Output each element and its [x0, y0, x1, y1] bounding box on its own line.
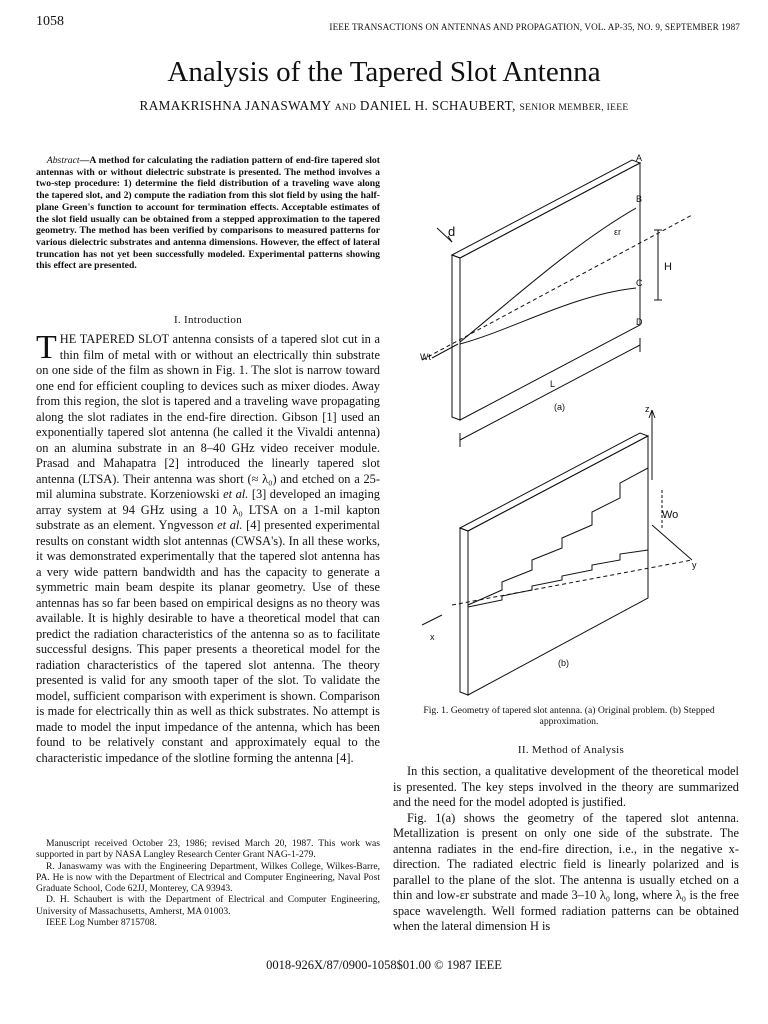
figure-1b-drawing: [422, 410, 692, 695]
fig-label-d: d: [448, 224, 456, 239]
fig-label-L: L: [550, 379, 556, 389]
abstract-label: Abstract: [46, 155, 80, 166]
figure-1-caption: Fig. 1. Geometry of tapered slot antenna. (a) Original problem. (b) Stepped approximation.: [423, 705, 715, 727]
fig-label-er: εr: [614, 227, 622, 237]
intro-text-b: [3] developed an imaging array system at 94 GHz using a 10 λ₀ LTSA on a 1-mil kapton substrate as an element. Yngvesson: [36, 487, 381, 532]
figure-1a-labels: [420, 153, 672, 412]
page-number: 1058: [36, 14, 64, 29]
fig-label-y: y: [692, 560, 697, 570]
intro-text-a: HE TAPERED SLOT antenna consists of a tapered slot cut in a thin film of metal with or without an electrically thin substrate on one side of the film as shown in Fig. 1. The slot is narrow toward one end for efficient coupling to devices such as mixer diodes. Away from this region, the slot is tapered and a traveling wave propagating along the slot radiates in the end-fire direction. Gibson [1] used an exponentially tapered slot antenna (he called it the Vivaldi antenna) on an alumina substrate in an 8–40 GHz video receiver module. Prasad and Mahapatra [2] introduced the linearly tapered slot antenna (LTSA). Their antenna was short (≈ λ₀) and etched on a 25-mil alumina substrate. Korzeniowski: [36, 332, 380, 501]
figure-1: [392, 150, 752, 700]
section-2-body: [393, 764, 739, 935]
intro-body: [36, 329, 381, 766]
footnote-author-1: R. Janaswamy was with the Engineering Department, Wilkes College, Wilkes-Barre, PA. He is now with the Department of Electrical and Computer Engineering, Naval Post Graduate School, Code 62JJ, Monterey, CA 93943.: [36, 860, 380, 895]
intro-etal-2: et al.: [217, 518, 243, 532]
paper-title: Analysis of the Tapered Slot Antenna: [167, 56, 601, 88]
footnote-author-2: D. H. Schaubert is with the Department of Electrical and Computer Engineering, University of Massachusetts, Amherst, MA 01003.: [36, 894, 380, 917]
fig-label-Wt: Wt: [420, 352, 431, 362]
abstract: [36, 155, 380, 272]
footnotes: [36, 838, 380, 928]
fig-label-b: (b): [558, 658, 569, 668]
fig-label-D: D: [636, 317, 643, 327]
intro-etal-1: et al.: [223, 487, 249, 501]
fig-label-a: (a): [554, 402, 565, 412]
fig-label-B: B: [636, 194, 643, 204]
abstract-text: —A method for calculating the radiation pattern of end-fire tapered slot antennas with or without dielectric substrate is presented. The method involves a two-step procedure: 1) determine the field distribution of a traveling wave along the tapered slot, and 2) compute the radiation from this slot field by using the half-plane Green's function to account for termination effects. Acceptable estimates of the slot field usually can be obtained from a stepped approximation to the tapered geometry. The method has been verified by comparisons to measured patterns for various dielectric substrates and antenna dimensions. However, the effect of lateral truncation has not yet been successfully modeled. Experimental patterns showing this effect are presented.: [36, 155, 380, 272]
fig-label-z: z: [645, 404, 650, 414]
footnote-log: IEEE Log Number 8715708.: [46, 917, 157, 929]
journal-header: IEEE TRANSACTIONS ON ANTENNAS AND PROPAGATION, VOL. AP-35, NO. 9, SEPTEMBER 1987: [329, 22, 740, 32]
fig-label-Wo: Wo: [662, 509, 679, 521]
copyright-footer: 0018-926X/87/0900-1058$01.00 © 1987 IEEE: [266, 958, 502, 972]
author-2: DANIEL H. SCHAUBERT,: [359, 98, 516, 113]
fig-label-C: C: [636, 278, 643, 288]
fig-label-H: H: [664, 261, 672, 273]
authors-line: [0, 98, 768, 114]
author-membership: SENIOR MEMBER, IEEE: [519, 103, 629, 113]
drop-cap: T: [36, 329, 57, 366]
section-2-p2: Fig. 1(a) shows the geometry of the tapered slot antenna. Metallization is present on only one side of the substrate. The antenna radiates in the end-fire direction, i.e., in the negative x-direction. The radiated electric field is linearly polarized and is parallel to the plane of the slot. The antenna is usually etched on a thin and low-εr substrate and made 3–10 λ₀ long, where λ₀ is the free space wavelength. Well formed radiation patterns can be obtained when the lateral dimension H is: [393, 810, 739, 933]
figure-1b-labels: [430, 404, 697, 668]
intro-text-c: [4] presented experimental results on constant width slot antennas (CWSA's). In all these works, it was demonstrated experimentally that the tapered slot antenna has a very wide pattern bandwidth and has the capacity to generate a symmetric main beam despite its planar geometry. Use of these antennas has so far been based on empirical designs as no theory was available. It is highly desirable to have a theoretical model that can predict the radiation characteristics of the antenna so as to facilitate successful designs. This paper presents a theoretical model for the radiation characteristics of the tapered slot antenna. The theory presented is valid for any smooth taper of the slot. To validate the model, sufficient comparison with experiment is shown. Comparison is made for electrically thin as well as thick substrates. No attempt is made to model the input impedance of the antenna, which has been found to be relatively constant and approximately equal to the characteristic impedance of the slotline forming the antenna [4].: [36, 518, 380, 765]
section-2-heading: II. Method of Analysis: [517, 744, 625, 756]
fig-label-A: A: [636, 153, 643, 163]
footnote-received: Manuscript received October 23, 1986; revised March 20, 1987. This work was supported in part by NASA Langley Research Center Grant NAG-1-279.: [36, 838, 380, 861]
section-2-p1: In this section, a qualitative development of the theoretical model is presented. The key steps involved in the theory are summarized and the need for the model adopted is justified.: [393, 764, 739, 809]
fig-label-x: x: [430, 632, 435, 642]
section-1-heading: I. Introduction: [173, 314, 243, 326]
author-1: RAMAKRISHNA JANASWAMY: [139, 98, 332, 113]
authors-and: AND: [334, 103, 357, 113]
